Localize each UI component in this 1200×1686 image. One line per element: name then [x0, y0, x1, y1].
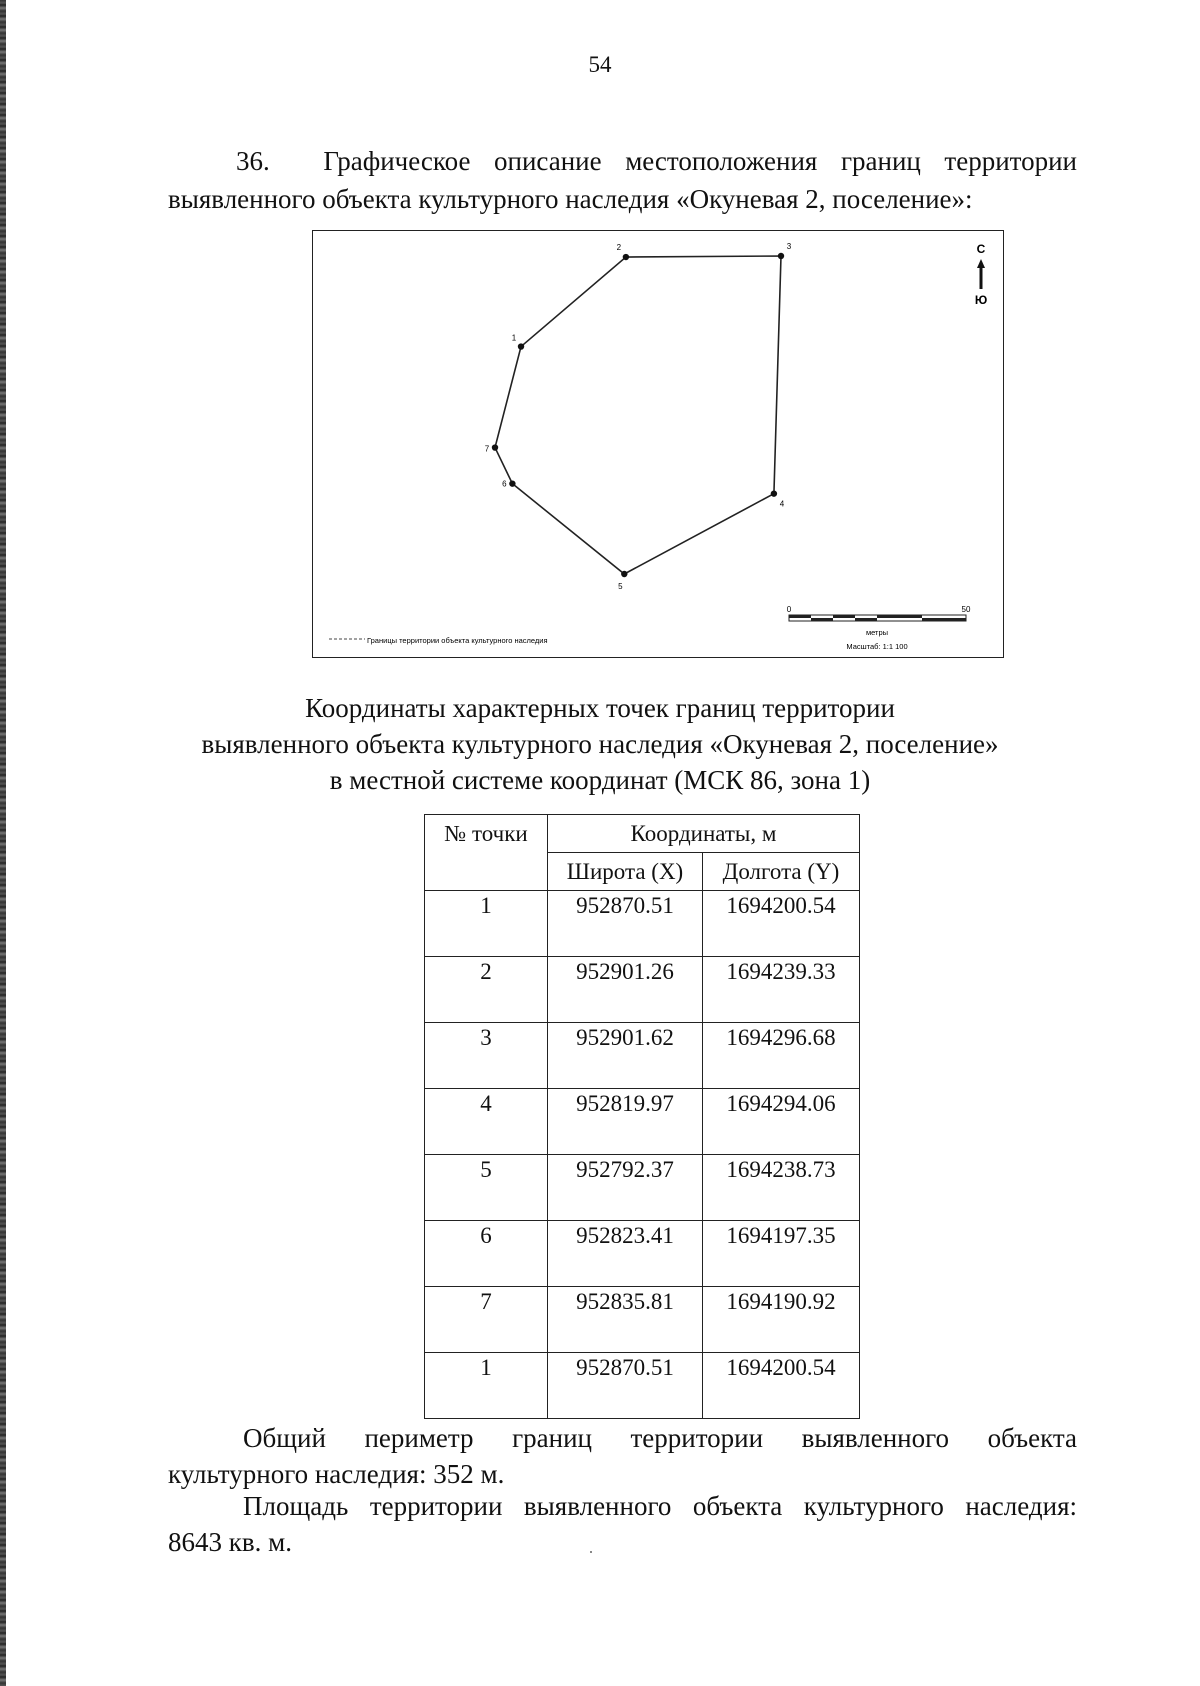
point-number-cell: 1 [425, 1353, 548, 1419]
latitude-cell: 952870.51 [548, 1353, 703, 1419]
scale-bar [787, 605, 971, 651]
latitude-cell: 952819.97 [548, 1089, 703, 1155]
header-latitude: Широта (X) [548, 853, 703, 891]
north-label: С [976, 242, 986, 256]
table-row [425, 1287, 860, 1353]
boundary-polygon [495, 256, 781, 574]
boundary-point-marker [518, 343, 524, 349]
north-arrow-icon [975, 242, 987, 307]
area-word: объекта [692, 1491, 783, 1521]
boundary-point-label: 2 [616, 243, 622, 253]
perimeter-line-1 [168, 1420, 1077, 1456]
page-number: 54 [588, 52, 612, 77]
scale-ratio-label: Масштаб: 1:1 100 [846, 642, 908, 651]
section-number: 36. [236, 146, 270, 176]
heading-line-1 [168, 142, 1077, 180]
perimeter-paragraph [168, 1420, 1077, 1492]
boundary-point-label: 6 [502, 479, 507, 489]
section-heading [168, 142, 1077, 218]
latitude-cell: 952823.41 [548, 1221, 703, 1287]
coordinates-table [424, 814, 860, 1419]
latitude-cell: 952792.37 [548, 1155, 703, 1221]
area-word: Площадь [243, 1491, 349, 1521]
perimeter-word: выявленного [801, 1423, 950, 1453]
heading-word: описание [494, 146, 602, 176]
boundary-point-marker [509, 480, 515, 486]
caption-line-2: выявленного объекта культурного наследия «Окуневая 2, поселение» [201, 729, 999, 759]
perimeter-word: Общий [243, 1423, 326, 1453]
point-number-cell: 6 [425, 1221, 548, 1287]
longitude-cell: 1694197.35 [703, 1221, 860, 1287]
caption-line-3: в местной системе координат (МСК 86, зона 1) [329, 765, 871, 795]
perimeter-word: границ [512, 1423, 592, 1453]
header-coordinates: Координаты, м [548, 815, 860, 853]
area-word: наследия: [965, 1491, 1077, 1521]
perimeter-word: объекта [987, 1423, 1077, 1453]
table-caption [0, 690, 1200, 798]
table-row [425, 1155, 860, 1221]
table-row [425, 891, 860, 957]
table-row [425, 957, 860, 1023]
latitude-cell: 952901.62 [548, 1023, 703, 1089]
longitude-cell: 1694294.06 [703, 1089, 860, 1155]
perimeter-word: территории [630, 1423, 764, 1453]
latitude-cell: 952835.81 [548, 1287, 703, 1353]
heading-word: Графическое [323, 146, 471, 176]
scale-unit-label: метры [865, 628, 889, 637]
header-point-number: № точки [425, 815, 548, 891]
perimeter-line-2: культурного наследия: 352 м. [168, 1459, 505, 1489]
area-word: культурного [803, 1491, 944, 1521]
longitude-cell: 1694239.33 [703, 957, 860, 1023]
map-legend [329, 636, 548, 645]
heading-line-2: выявленного объекта культурного наследия «Окуневая 2, поселение»: [168, 184, 973, 214]
area-word: территории [369, 1491, 503, 1521]
boundary-points [485, 242, 792, 591]
point-number-cell: 7 [425, 1287, 548, 1353]
latitude-cell: 952901.26 [548, 957, 703, 1023]
point-number-cell: 5 [425, 1155, 548, 1221]
longitude-cell: 1694200.54 [703, 891, 860, 957]
boundary-map-drawing [313, 231, 1005, 659]
point-number-cell: 1 [425, 891, 548, 957]
legend-label: Границы территории объекта культурного наследия [367, 636, 548, 645]
boundary-point-marker [778, 253, 784, 259]
heading-word: местоположения [625, 146, 818, 176]
latitude-cell: 952870.51 [548, 891, 703, 957]
longitude-cell: 1694200.54 [703, 1353, 860, 1419]
boundary-point-marker [621, 571, 627, 577]
table-row [425, 1353, 860, 1419]
heading-word: границ [840, 146, 921, 176]
scale-start-label: 0 [786, 605, 792, 614]
boundary-point-label: 4 [779, 499, 785, 509]
scan-speck [590, 1551, 592, 1553]
scan-edge [0, 0, 6, 1686]
south-label: Ю [974, 293, 988, 307]
area-line-1 [168, 1488, 1077, 1524]
heading-word: территории [944, 146, 1077, 176]
boundary-point-marker [771, 490, 777, 496]
point-number-cell: 4 [425, 1089, 548, 1155]
point-number-cell: 3 [425, 1023, 548, 1089]
boundary-point-label: 7 [484, 444, 490, 454]
boundary-point-label: 1 [511, 333, 517, 343]
longitude-cell: 1694190.92 [703, 1287, 860, 1353]
area-paragraph [168, 1488, 1077, 1560]
caption-line-1: Координаты характерных точек границ территории [305, 693, 895, 723]
boundary-point-label: 5 [618, 582, 623, 591]
header-longitude: Долгота (Y) [703, 853, 860, 891]
boundary-point-marker [623, 254, 629, 260]
table-row [425, 1023, 860, 1089]
area-word: выявленного [523, 1491, 672, 1521]
longitude-cell: 1694238.73 [703, 1155, 860, 1221]
longitude-cell: 1694296.68 [703, 1023, 860, 1089]
boundary-map [312, 230, 1004, 658]
point-number-cell: 2 [425, 957, 548, 1023]
boundary-point-label: 3 [786, 242, 792, 251]
area-line-2: 8643 кв. м. [168, 1527, 292, 1557]
table-row [425, 1089, 860, 1155]
boundary-point-marker [492, 444, 498, 450]
perimeter-word: периметр [364, 1423, 474, 1453]
scale-end-label: 50 [961, 605, 971, 614]
table-row [425, 1221, 860, 1287]
